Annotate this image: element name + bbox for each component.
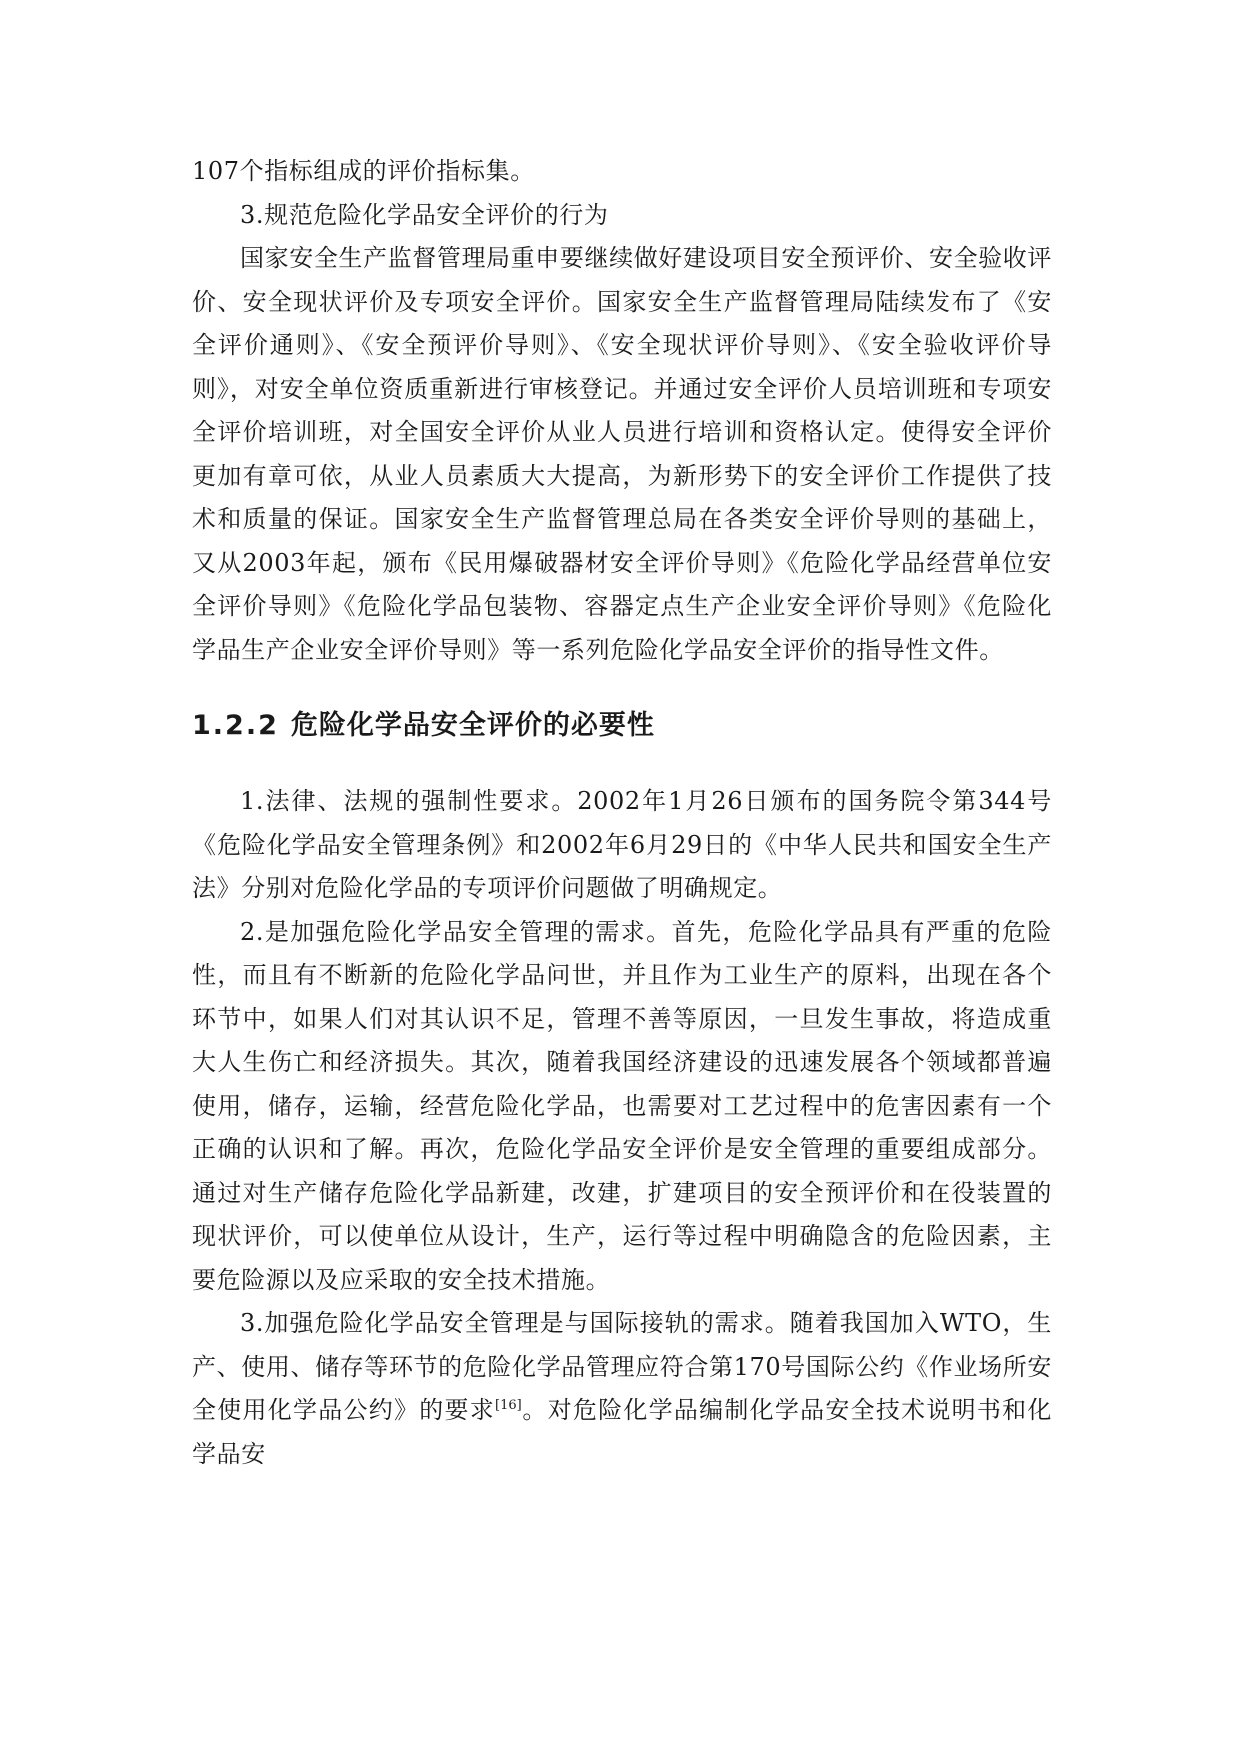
paragraph-management-needs: 2.是加强危险化学品安全管理的需求。首先，危险化学品具有严重的危险性，而且有不断新的危险化学品问世，并且作为工业生产的原料，出现在各个环节中，如果人们对其认识不足，管理不善等原因，一旦发生事故，将造成重大人生伤亡和经济损失。其次，随着我国经济建设的迅速发展各个领域都普遍使用，储存，运输，经营危险化学品，也需要对工艺过程中的危害因素有一个正确的认识和了解。再次，危险化学品安全评价是安全管理的重要组成部分。通过对生产储存危险化学品新建，改建，扩建项目的安全预评价和在役装置的现状评价，可以使单位从设计，生产，运行等过程中明确隐含的危险因素，主要危险源以及应采取的安全技术措施。: [192, 917, 1052, 1294]
paragraph-text-before-citation: 3.加强危险化学品安全管理是与国际接轨的需求。随着我国加入WTO，生产、使用、储存等环节的危险化学品管理应符合第170号国际公约《作业场所安全使用化学品公约》的要求: [192, 1309, 1052, 1424]
section-number: 1.2.2: [192, 710, 279, 741]
paragraph-text-after-citation: 。对危险化学品编制化学品安全技术说明书和化学品安: [192, 1396, 1052, 1468]
item-3-body: 国家安全生产监督管理局重申要继续做好建设项目安全预评价、安全验收评价、安全现状评价及专项安全评价。国家安全生产监督管理局陆续发布了《安全评价通则》、《安全预评价导则》、《安全现状评价导则》、《安全验收评价导则》，对安全单位资质重新进行审核登记。并通过安全评价人员培训班和专项安全评价培训班，对全国安全评价从业人员进行培训和资格认定。使得安全评价更加有章可依，从业人员素质大大提高，为新形势下的安全评价工作提供了技术和质量的保证。国家安全生产监督管理总局在各类安全评价导则的基础上，又从2003年起，颁布《民用爆破器材安全评价导则》《危险化学品经营单位安全评价导则》《危险化学品包装物、容器定点生产企业安全评价导则》《危险化学品生产企业安全评价导则》等一系列危险化学品安全评价的指导性文件。: [192, 244, 1052, 664]
item-3-title: 3.规范危险化学品安全评价的行为: [240, 200, 609, 229]
document-page: [192, 150, 1052, 1476]
paragraph-international-standards: [192, 1302, 1052, 1476]
citation-marker: [16]: [495, 1398, 522, 1413]
paragraph-legal-requirements: 1.法律、法规的强制性要求。2002年1月26日颁布的国务院令第344号《危险化学品安全管理条例》和2002年6月29日的《中华人民共和国安全生产法》分别对危险化学品的专项评价问题做了明确规定。: [192, 787, 1052, 902]
paragraph-continuation: 107个指标组成的评价指标集。: [192, 157, 535, 185]
section-title: 危险化学品安全评价的必要性: [290, 710, 655, 741]
section-heading: [192, 706, 1052, 746]
